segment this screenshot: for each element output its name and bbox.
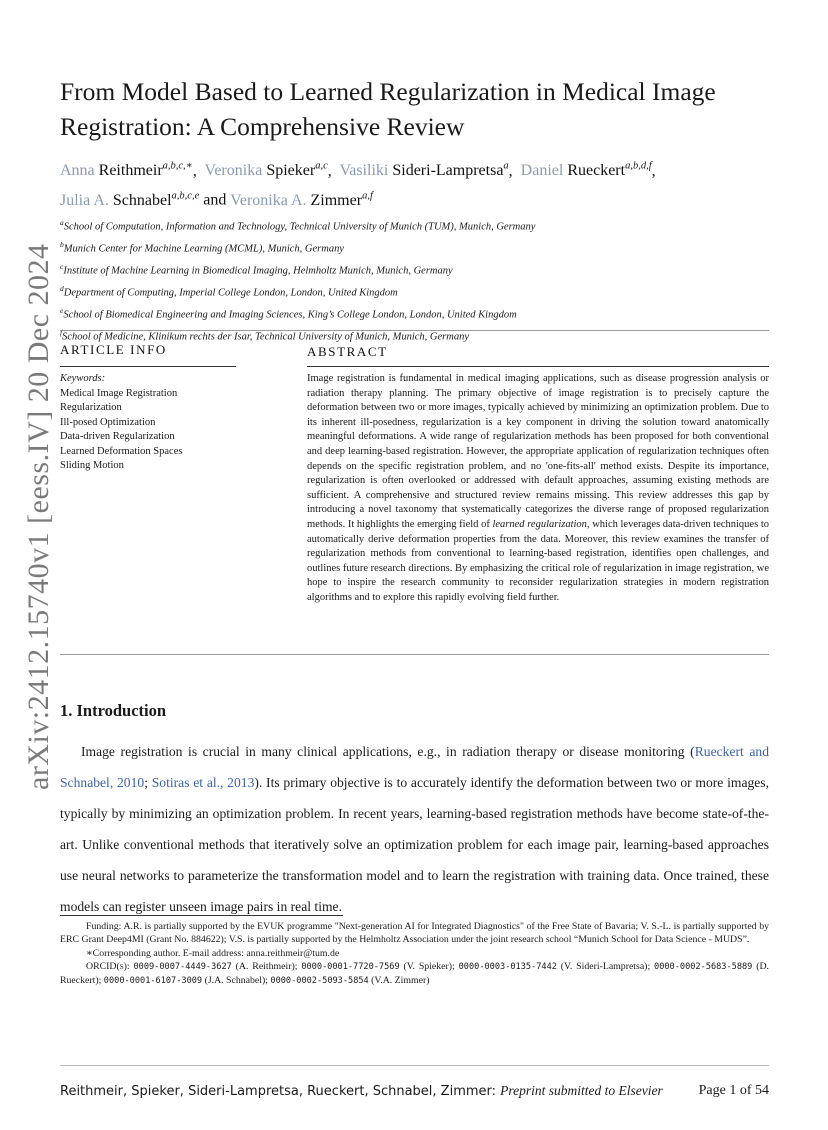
affiliation-text: School of Biomedical Engineering and Imaging Sciences, King’s College London, London, United Kingdom xyxy=(63,309,517,321)
intro-text: ). Its primary objective is to accurately identify the deformation between two or more images, typically by minimizing an optimization problem. In recent years, learning-based registration methods have become state-of-the-art. Unlike conventional methods that iteratively solve an optimization problem for each image pair, learning-based approaches use neural networks to parameterize the transformation model and to learn the registration with training data. Once trained, these models can register unseen image pairs in real time. xyxy=(60,775,769,914)
orcid-owner: (V. Spieker); xyxy=(403,960,459,972)
funding-footnote: Funding: A.R. is partially supported by the EVUK programme "Next-generation AI for Integrated Diagnostics" of the Free State of Bavaria; V. S.-L. is partially supported by ERC Grant Deep4MI (Grant No. 884622); V.S. is partially supported by the Helmholtz Association under the joint research school “Munich School for Data Science - MUDS”. xyxy=(60,921,769,946)
footnotes xyxy=(60,920,769,988)
keywords-label: Keywords: xyxy=(60,373,106,384)
author-first-name: Julia A. xyxy=(60,191,109,209)
author-last-name: Reithmeir xyxy=(98,162,163,180)
orcid-owner: (A. Reithmeir); xyxy=(235,960,302,972)
orcid-label: ORCID(s): xyxy=(86,960,130,972)
affiliation-mark: a xyxy=(60,218,64,227)
orcid-owner: (V. Sideri-Lampretsa); xyxy=(560,960,655,972)
affiliation-text: Department of Computing, Imperial College London, London, United Kingdom xyxy=(63,287,398,299)
footer-divider xyxy=(60,1065,769,1066)
affiliation-list xyxy=(60,214,780,347)
author-affiliation-marks: a,f xyxy=(362,190,373,202)
keyword: Learned Deformation Spaces xyxy=(60,445,183,457)
affiliation-mark: e xyxy=(60,306,64,316)
author-affiliation-marks: a,b,c,∗ xyxy=(162,161,193,172)
affiliation-mark: b xyxy=(60,240,64,250)
footer-authors: Reithmeir, Spieker, Sideri-Lampretsa, Rueckert, Schnabel, Zimmer: xyxy=(60,1084,497,1099)
author-affiliation-marks: a,c xyxy=(315,161,328,172)
author xyxy=(339,162,508,179)
affiliation-mark: c xyxy=(60,262,64,272)
author-first-name: Veronika A. xyxy=(230,191,307,209)
introduction-heading: 1. Introduction xyxy=(60,701,167,720)
section-divider xyxy=(60,330,769,331)
affiliation xyxy=(60,214,780,236)
affiliation xyxy=(60,236,780,258)
orcid-owner: (J.A. Schnabel); xyxy=(204,975,271,987)
citation-link[interactable]: Rueckert and Schnabel, 2010 xyxy=(60,744,769,790)
abstract-text-part: Image registration is fundamental in medical imaging applications, such as disease progression analysis or radiation therapy planning. The primary objective of image registration is to precisely capture the deformation between two or more images, typically achieved by minimizing an optimization problem. Due to its inherent ill-posedness, regularization is a key component in driving the solution toward anatomically meaningful deformations. A wide range of regularization methods has been proposed for both conventional and deep learning-based registration. However, the appropriate application of regularization techniques often depends on the specific registration problem, and no 'one-fits-all' method exists. Despite its importance, regularization is often overlooked or addressed with default approaches, assuming existing methods are sufficient. A comprehensive and structured review remains missing. This review addresses this gap by introducing a novel taxonomy that systematically categorizes the diverse range of proposed regularization methods. It highlights the emerging field of xyxy=(307,373,769,530)
abstract-text-part: , which leverages data-driven techniques to automatically derive deformation properties from the data. Moreover, this review examines the transfer of regularization methods from conventional to learning-based registration, identifies open challenges, and outlines future research directions. By emphasizing the critical role of regularization in image registration, we hope to inspire the research community to reconsider regularization strategies in modern registration algorithms and to explore this rapidly evolving field further. xyxy=(307,518,769,603)
affiliation-text: Institute of Machine Learning in Biomedical Imaging, Helmholtz Munich, Munich, Germany xyxy=(63,265,453,277)
orcid-id[interactable]: 0000-0003-0135-7442 xyxy=(458,961,557,972)
footer-preprint-note: Preprint submitted to Elsevier xyxy=(500,1083,663,1098)
author-first-name: Vasiliki xyxy=(339,162,389,180)
orcid-owner: (D. Rueckert); xyxy=(60,960,769,987)
author-first-name: Veronika xyxy=(204,162,263,180)
author-affiliation-marks: a,b,d,f xyxy=(625,161,652,172)
affiliation xyxy=(60,280,780,302)
author-last-name: Sideri-Lampretsa xyxy=(392,162,504,180)
author-last-name: Rueckert xyxy=(567,162,626,180)
orcid-owner: (V.A. Zimmer) xyxy=(371,975,430,987)
author-last-name: Spieker xyxy=(266,162,316,180)
keywords-block xyxy=(60,372,280,474)
author xyxy=(230,192,373,209)
orcid-id[interactable]: 0000-0002-5683-5889 xyxy=(654,961,753,972)
abstract-rule xyxy=(307,366,769,367)
orcid-id[interactable]: 0000-0001-7720-7569 xyxy=(301,961,400,972)
author xyxy=(60,192,199,209)
introduction-paragraph xyxy=(60,736,769,922)
affiliation xyxy=(60,324,780,346)
author-last-name: Zimmer xyxy=(310,191,363,209)
affiliation-text: School of Computation, Information and Technology, Technical University of Munich (TUM), Munich, Germany xyxy=(63,221,536,233)
orcid-footnote xyxy=(60,960,769,989)
author xyxy=(60,162,193,179)
arxiv-identifier-stamp: arXiv:2412.15740v1 [eess.IV] 20 Dec 2024 xyxy=(22,243,55,790)
author xyxy=(205,162,328,179)
affiliation-text: Munich Center for Machine Learning (MCML), Munich, Germany xyxy=(63,243,344,255)
affiliation-mark: f xyxy=(60,328,63,338)
orcid-id[interactable]: 0000-0002-5093-5854 xyxy=(270,976,369,987)
affiliation xyxy=(60,302,780,324)
footnote-rule xyxy=(60,915,343,916)
corresponding-author-footnote: ∗Corresponding author. E-mail address: anna.reithmeir@tum.de xyxy=(86,947,340,959)
abstract-heading: ABSTRACT xyxy=(307,344,388,359)
author-affiliation-marks: a xyxy=(503,161,509,172)
intro-text: Image registration is crucial in many clinical applications, e.g., in radiation therapy or disease monitoring ( xyxy=(81,744,695,759)
abstract-text xyxy=(307,372,769,606)
author-conjunction: and xyxy=(203,191,227,209)
orcid-id[interactable]: 0009-0007-4449-3627 xyxy=(133,961,232,972)
page-number: Page 1 of 54 xyxy=(698,1083,769,1098)
author-first-name: Anna xyxy=(60,162,95,180)
keyword: Regularization xyxy=(60,402,122,413)
orcid-id[interactable]: 0000-0001-6107-3009 xyxy=(103,976,203,987)
paper-title: From Model Based to Learned Regularization in Medical Image Registration: A Comprehensive Review xyxy=(60,77,716,141)
keyword: Medical Image Registration xyxy=(60,387,178,399)
author-list: Anna Reithmeir$^{a,b,c,∗}$, Veronika Spieker$^{a,c}$, Vasiliki Sideri-Lampretsa$^a$, Daniel Rueckert$^{a,b,d,f}$, Julia A. Schnabel$^{a,b,c,e}$ and Veronika A. Zimmer$^{a,f}$ xyxy=(60,161,656,209)
running-footer xyxy=(60,1083,663,1099)
author-first-name: Daniel xyxy=(520,162,564,180)
keyword: Data-driven Regularization xyxy=(60,431,175,442)
affiliation-mark: d xyxy=(60,284,64,294)
author-affiliation-marks: a,b,c,e xyxy=(171,190,200,202)
keyword: Sliding Motion xyxy=(60,460,124,471)
article-info-heading: ARTICLE INFO xyxy=(60,342,167,357)
author xyxy=(521,162,652,179)
intro-text: ; xyxy=(144,775,152,790)
article-info-rule xyxy=(60,366,236,367)
keyword: Ill-posed Optimization xyxy=(60,416,156,428)
abstract-emphasis: learned regularization xyxy=(492,518,587,530)
affiliation-text: School of Medicine, Klinikum rechts der Isar, Technical University of Munich, Munich, Germany xyxy=(62,331,469,343)
citation-link[interactable]: Sotiras et al., 2013 xyxy=(151,775,255,790)
affiliation xyxy=(60,258,780,280)
section-divider xyxy=(60,654,769,655)
author-last-name: Schnabel xyxy=(112,191,172,209)
